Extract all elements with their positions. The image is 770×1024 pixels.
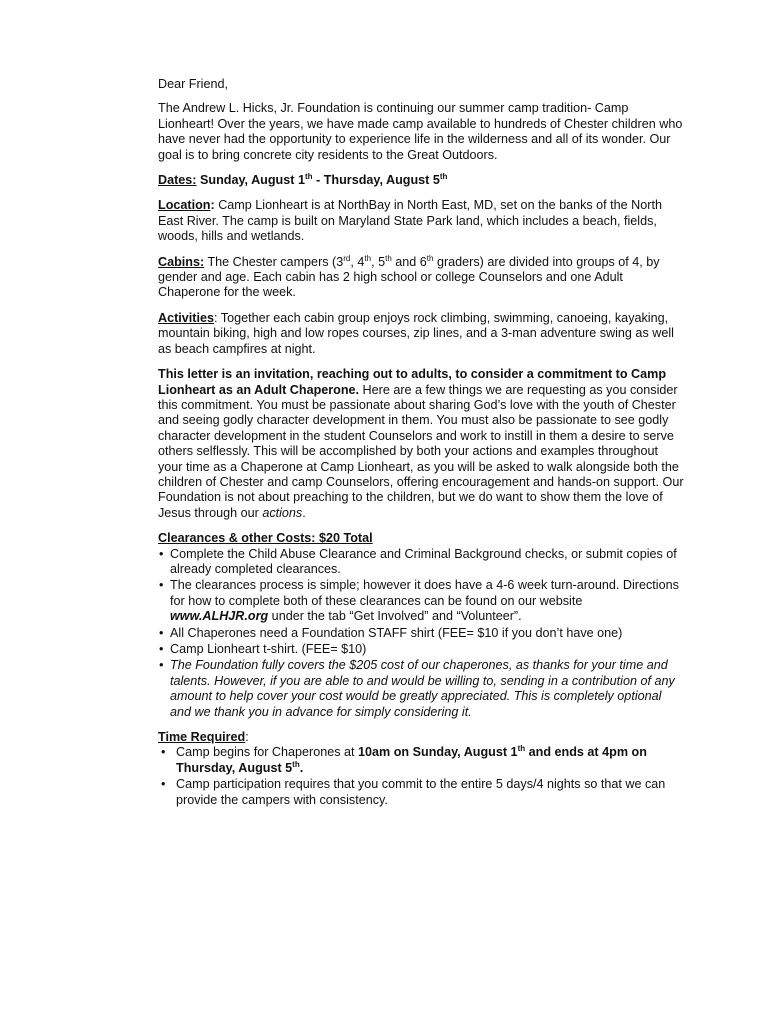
dates-section	[158, 173, 684, 188]
letter-body	[158, 77, 684, 818]
location-text: Camp Lionheart is at NorthBay in North East, MD, set on the banks of the North East River. The camp is built on Maryland State Park land, which includes a beach, fields, woods, hills and wetlands.	[158, 198, 662, 244]
list-item: • Complete the Child Abuse Clearance and Criminal Background checks, or submit copies of already completed clearances.	[158, 547, 684, 578]
website-link[interactable]: www.ALHJR.org	[170, 609, 269, 624]
dates-value: Sunday, August 1th - Thursday, August 5th	[200, 171, 448, 188]
list-item: • The clearances process is simple; however it does have a 4-6 week turn-around. Directions for how to complete both of these clearances can be found on our website www.ALHJR.org under the tab “Get Involved” and “Volunteer”.	[158, 578, 684, 624]
list-item: • All Chaperones need a Foundation STAFF shirt (FEE= $10 if you don’t have one)	[158, 626, 684, 641]
cabins-section	[158, 255, 684, 301]
clearances-heading: Clearances & other Costs: $20 Total	[158, 531, 373, 546]
time-heading: Time Required:	[158, 730, 249, 745]
invitation-paragraph: This letter is an invitation, reaching out to adults, to consider a commitment to Camp Lionheart as an Adult Chaperone. Here are a few things we are requesting as you consider this commitment. You must be passionate about sharing God’s love with the youth of Chester and seeing godly character development in them. You must also be passionate to see godly character development in the student Counselors and work to instill in them a desire to serve others selflessly. This will be accomplished by both your actions and examples throughout your time as a Chaperone at Camp Lionheart, as you will be asked to walk alongside both the children of Chester and camp Counselors, offering encouragement and hands-on support. Our Foundation is not about preaching to the children, but we do want to show them the love of Jesus through our actions.	[158, 367, 684, 520]
time-list	[158, 745, 684, 808]
list-item: • Camp begins for Chaperones at 10am on Sunday, August 1th and ends at 4pm on Thursday, August 5th.	[158, 745, 684, 776]
list-item: • The Foundation fully covers the $205 cost of our chaperones, as thanks for your time and talents. However, if you are able to and would be willing to, sending in a contribution of any amount to help cover your cost would be greatly appreciated. This is completely optional and we thank you in advance for simply considering it.	[158, 658, 684, 720]
clearances-section	[158, 531, 684, 720]
greeting: Dear Friend,	[158, 77, 228, 91]
list-item: • Camp participation requires that you commit to the entire 5 days/4 nights so that we can provide the campers with consistency.	[158, 777, 684, 808]
intro-paragraph: The Andrew L. Hicks, Jr. Foundation is continuing our summer camp tradition- Camp Lionheart! Over the years, we have made camp available to hundreds of Chester children who have never had the opportunity to experience life in the wilderness and all of its wonder. Our goal is to bring concrete city residents to the Great Outdoors.	[158, 101, 683, 162]
activities-text: Together each cabin group enjoys rock climbing, swimming, canoeing, kayaking, mountain biking, high and low ropes courses, zip lines, and a 3-man adventure swing as well as beach campfires at night.	[158, 310, 674, 356]
cabins-text: The Chester campers (3rd, 4th, 5th and 6th graders) are divided into groups of 4, by gender and age. Each cabin has 2 high school or college Counselors and one Adult Chaperone for the week.	[158, 253, 660, 300]
activities-label: Activities	[158, 310, 214, 325]
list-item: • Camp Lionheart t-shirt. (FEE= $10)	[158, 642, 684, 657]
dates-label: Dates:	[158, 173, 197, 188]
location-section: Location: Camp Lionheart is at NorthBay in North East, MD, set on the banks of the North East River. The camp is built on Maryland State Park land, which includes a beach, fields, woods, hills and wetlands.	[158, 198, 662, 244]
location-label: Location	[158, 198, 211, 213]
cabins-label: Cabins:	[158, 254, 205, 269]
clearances-list	[158, 547, 684, 720]
activities-section: Activities: Together each cabin group enjoys rock climbing, swimming, canoeing, kayaking, mountain biking, high and low ropes courses, zip lines, and a 3-man adventure swing as well as beach campfires at night.	[158, 310, 674, 356]
time-section	[158, 730, 684, 808]
invitation-bold: This letter is an invitation, reaching out to adults, to consider a commitment to Camp Lionheart as an Adult Chaperone.	[158, 367, 667, 397]
